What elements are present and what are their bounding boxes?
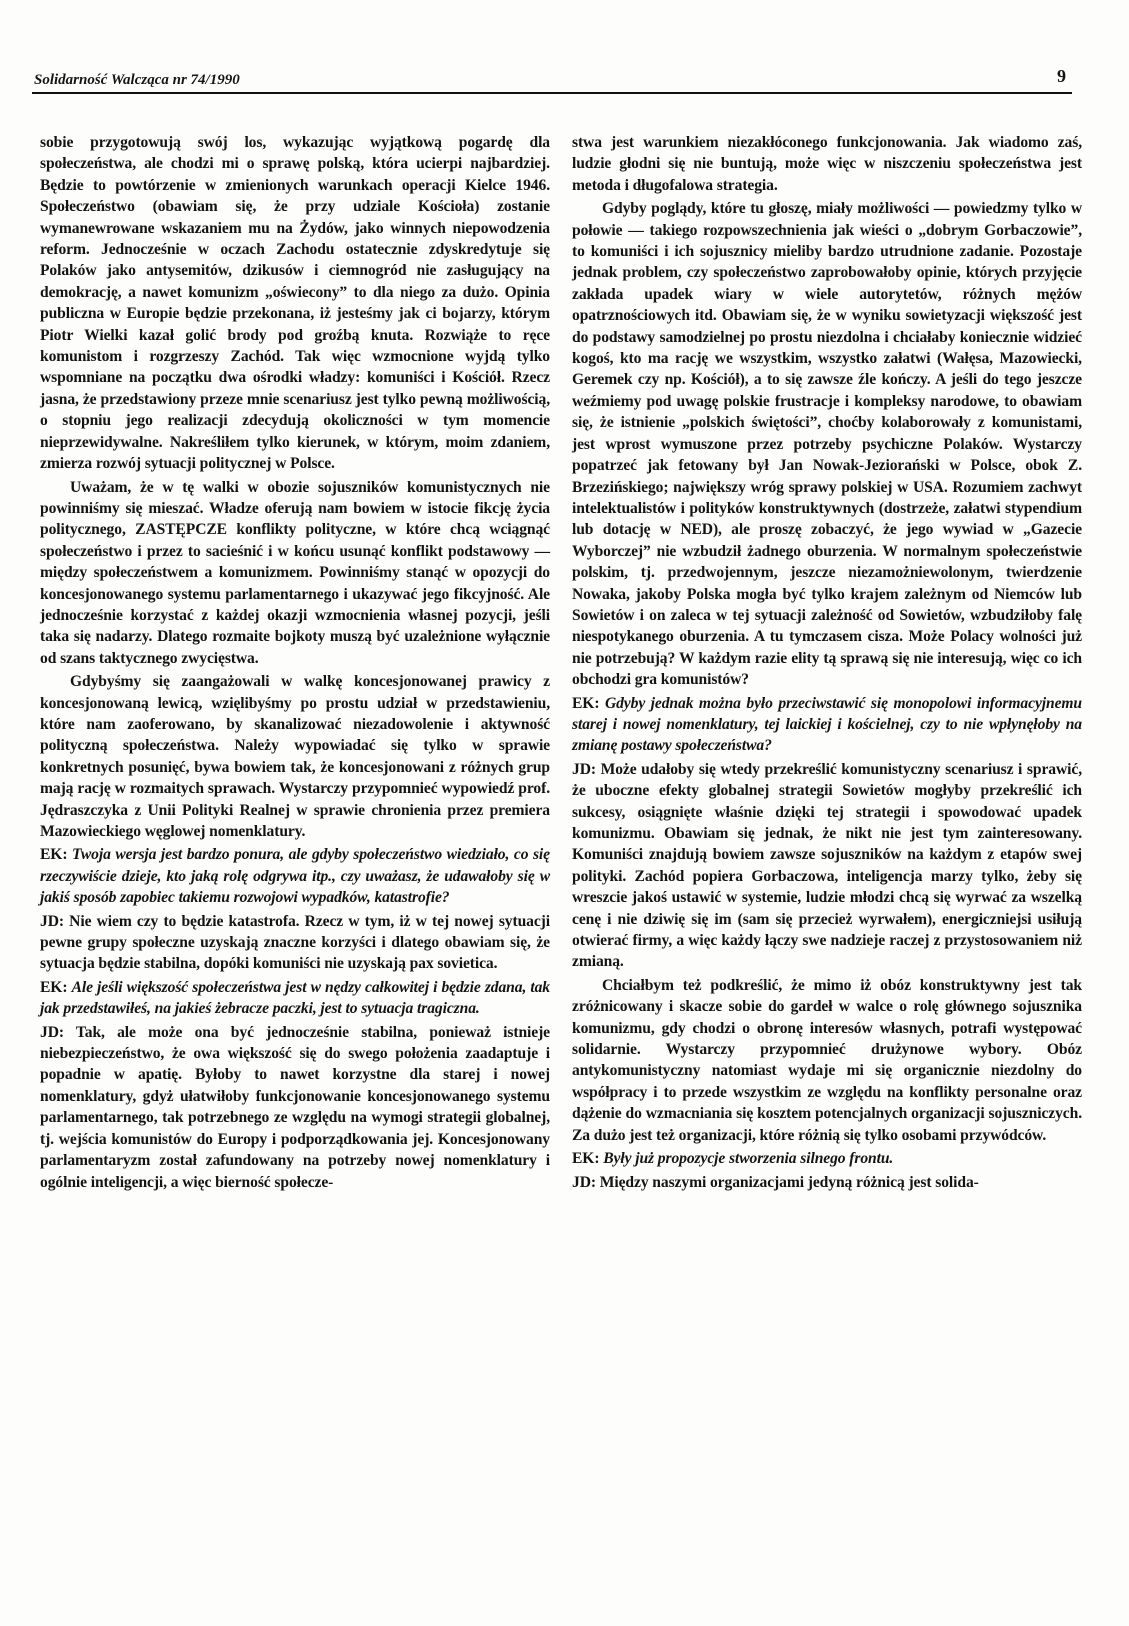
paragraph-text: Może udałoby się wtedy przekreślić komunistyczny scenariusz i sprawić, że uboczne efekty globalnej strategii Sowietów mogłyby przekreślić ich sukcesy, osiągnięte właśnie dzięki tej strategii i spowodować upadek komunizmu. Obawiam się jednak, że nikt nie jest tym zainteresowany. Komuniści znajdują bowiem zawsze sojuszników na każdym z etapów swej polityki. Zachód popiera Gorbaczowa, inteligencja marzy tylko, żeby się wreszcie jakoś ustawić w systemie, ludzie młodzi chcą się wyrwać za wszelką cenę i nie dziwię się im (sam się przecież wyrwałem), energiczniejsi usiłują otwierać firmy, a więc każdy łączy swe nadzieje raczej z przystosowaniem niż zmianą. <box>572 760 1082 971</box>
paragraph: Chciałbym też podkreślić, że mimo iż obóz konstruktywny jest tak zróżnicowany i skacze sobie do gardeł w walce o rolę głównego sojusznika komunizmu, gdy chodzi o obronę interesów własnych, potrafi występować solidarnie. Wystarczy przypomnieć drużynowe wybory. Obóz antykomunistyczny natomiast wydaje mi się organicznie niezdolny do współpracy i to przede wszystkim ze względu na konflikty personalne oraz dążenie do wzmacniania się kosztem potencjalnych organizacji sojuszniczych. Za dużo jest też organizacji, które różnią się tylko osobami przywódców. <box>572 976 1082 1144</box>
paragraph-text: Ale jeśli większość społeczeństwa jest w nędzy całkowitej i będzie zdana, tak jak przedstawiłeś, na jakieś żebracze paczki, jest to sytuacja tragiczna. <box>40 978 550 1018</box>
paragraph-text: Gdyby jednak można było przeciwstawić się monopolowi informacyjnemu starej i nowej nomenklatury, tej laickiej i kościelnej, czy to nie wpłynęłoby na zmianę postawy społeczeństwa? <box>572 694 1082 755</box>
paragraph: stwa jest warunkiem niezakłóconego funkcjonowania. Jak wiadomo zaś, ludzie głodni się nie buntują, może więc w niszczeniu społeczeństwa jest metoda i długofalowa strategia. <box>572 134 1082 194</box>
interview-answer <box>572 1172 1082 1193</box>
paragraph-text: Twoja wersja jest bardzo ponura, ale gdyby społeczeństwo wiedziało, co się rzeczywiście dzieje, kto jaką rolę odgrywa itp., czy uważasz, że udawałoby się w jakiś sposób zapobiec takiemu rozwojowi wypadków, katastrofie? <box>40 846 550 907</box>
speaker-label: EK: <box>572 1150 604 1168</box>
paragraph: Gdybyśmy się zaangażowali w walkę koncesjonowanej prawicy z koncesjonowaną lewicą, wzięlibyśmy po prostu udział w przedstawieniu, które nam zaoferowano, by skanalizować niezadowolenie i aktywność polityczną społeczeństwa. Należy wypowiadać się tylko w sprawie konkretnych posunięć, bywa bowiem tak, że koncesjonowani z różnych grup mają rację w rozmaitych sprawach. Wystarczy przypomnieć wypowiedź prof. Jędraszczyka z Unii Polityki Realnej w sprawie chronienia przez premiera Mazowieckiego węglowej nomenklatury. <box>40 673 550 840</box>
interview-question <box>40 844 550 908</box>
paragraph-text: Tak, ale może ona być jednocześnie stabilna, ponieważ istnieje niebezpieczeństwo, że owa większość się do swego położenia zaadaptuje i popadnie w apatię. Byłoby to nawet korzystne dla starej i nowej nomenklatury, gdyż ułatwiłoby funkcjonowanie koncesjonowanego systemu parlamentarnego, tak potrzebnego ze względu na wymogi strategii globalnej, tj. wejścia komunistów do Europy i podporządkowania jej. Koncesjonowany parlamentaryzm został zafundowany na potrzeby nowej nomenklatury i ogólnie inteligencji, a więc bierność społecze- <box>40 1023 550 1191</box>
interview-answer <box>40 911 550 975</box>
speaker-label: EK: <box>572 694 605 712</box>
interview-answer <box>572 759 1082 973</box>
interview-question <box>572 1148 1082 1169</box>
paragraph: Uważam, że w tę walki w obozie sojuszników komunistycznych nie powinniśmy się mieszać. Władze oferują nam bowiem w istocie fikcję życia politycznego, ZASTĘPCZE konflikty polityczne, w które chcą wciągnąć społeczeństwo i przez to sacieśnić i w końcu usunąć konflikt podstawowy — między społeczeństwem a komunizmem. Powinniśmy stanąć w opozycji do koncesjonowanego systemu parlamentarnego i ukazywać jego fikcyjność. Ale jednocześnie korzystać z każdej okazji wzmocnienia własnej pozycji, jeśli taka się nadarzy. Dlatego rozmaite bojkoty muszą być uzależnione wyłącznie od szans taktycznego zwycięstwa. <box>40 478 550 667</box>
page-number: 9 <box>1057 66 1066 86</box>
paragraph: Gdyby poglądy, które tu głoszę, miały możliwości — powiedzmy tylko w połowie — takiego rozpowszechnienia jak wieści o „dobrym Gorbaczowie”, to komuniści i ich sojusznicy mieliby bardzo utrudnione zadanie. Pozostaje jednak problem, czy społeczeństwo zaprobowałoby opinie, których przyjęcie zakłada upadek wiary w wiele autorytetów, różnych mężów opatrznościowych itd. Obawiam się, że w wyniku sowietyzacji większość jest do podstawy samodzielnej po prostu niezdolna i chciałaby koniecznie widzieć kogoś, kto ma rację we wszystkim, wszystko załatwi (Wałęsa, Mazowiecki, Geremek czy np. Kościół), a to się zawsze źle kończy. A jeśli do tego jeszcze weźmiemy pod uwagę polskie frustracje i kompleksy narodowe, to obawiam się, że istnienie „polskich świętości”, choćby kolaborowały z komunistami, jest wprost wymuszone przez potrzeby psychiczne Polaków. Wystarczy popatrzeć jak fetowany był Jan Nowak-Jeziorański w Polsce, obok Z. Brzezińskiego; największy wróg sprawy polskiej w USA. Rozumiem zachwyt intelektualistów i polityków konstruktywnych (dostrzeże, załatwi stypendium lub dotację w NED), ale proszę zobaczyć, że jego wywiad w „Gazecie Wyborczej” nie wzbudził żadnego oburzenia. W normalnym społeczeństwie polskim, tj. przedwojennym, jeszcze niezamożniewolonym, twierdzenie Nowaka, jakoby Polska mogła być tylko krajem zależnym od Niemców lub Sowietów i on zaleca w tej sytuacji zależność od Sowietów, wzbudziłoby falę niespotykanego oburzenia. A tu tymczasem cisza. Może Polacy wolności już nie potrzebują? W każdym razie elity tą sprawą się nie interesują, więc co ich obchodzi gra komunistów? <box>572 200 1082 689</box>
paragraph-text: Nie wiem czy to będzie katastrofa. Rzecz w tym, iż w tej nowej sytuacji pewne grupy społeczne uzyskają znaczne korzyści i dlatego obawiam się, że sytuacja będzie stabilna, dopóki komuniści nie uzyskają pax sovietica. <box>40 912 550 973</box>
interview-answer <box>40 1022 550 1193</box>
speaker-label: EK: <box>40 846 72 864</box>
paragraph-text: Były już propozycje stworzenia silnego frontu. <box>603 1150 894 1168</box>
interview-question <box>572 693 1082 757</box>
speaker-label: JD: <box>40 912 70 930</box>
speaker-label: JD: <box>40 1023 76 1041</box>
speaker-label: JD: <box>572 1173 600 1191</box>
right-column <box>572 132 1082 1195</box>
speaker-label: EK: <box>40 978 72 996</box>
interview-question <box>40 977 550 1020</box>
paragraph-text: Między naszymi organizacjami jedyną różnicą jest solida- <box>599 1173 979 1191</box>
left-column <box>40 132 550 1195</box>
publication-title: Solidarność Walcząca nr 74/1990 <box>34 72 240 88</box>
paragraph: sobie przygotowują swój los, wykazując wyjątkową pogardę dla społeczeństwa, ale chodzi mi o sprawę polską, która ucierpi najbardziej. Będzie to powtórzenie w zmienionych warunkach operacji Kielce 1946. Społeczeństwo (obawiam się, że przy udziale Kościoła) zostanie wymanewrowane wskazaniem mu na Żydów, jako winnych niepowodzenia reform. Jednocześnie w oczach Zachodu ostatecznie zdyskredytuje się Polaków jako antysemitów, dzikusów i ciemnogród nie zasługujący na demokrację, a nawet komunizm „oświecony” to dla niego za dużo. Opinia publiczna w Europie będzie przekonana, iż jesteśmy jak ci bojarzy, którym Piotr Wielki kazał golić brody pod groźbą knuta. Rozwiąże to ręce komunistom i rozgrzeszy Zachód. Tak więc wzmocnione wyjdą tylko wspomniane na początku dwa ośrodki władzy: komuniści i Kościół. Rzecz jasna, że przedstawiony przeze mnie scenariusz jest tylko pewną możliwością, o stopniu jego realizacji zdecydują okoliczności w tym momencie nieprzewidywalne. Nakreśliłem tylko kierunek, w którym, moim zdaniem, zmierza rozwój sytuacji politycznej w Polsce. <box>40 134 550 473</box>
speaker-label: JD: <box>572 760 601 778</box>
running-header <box>32 64 1072 94</box>
